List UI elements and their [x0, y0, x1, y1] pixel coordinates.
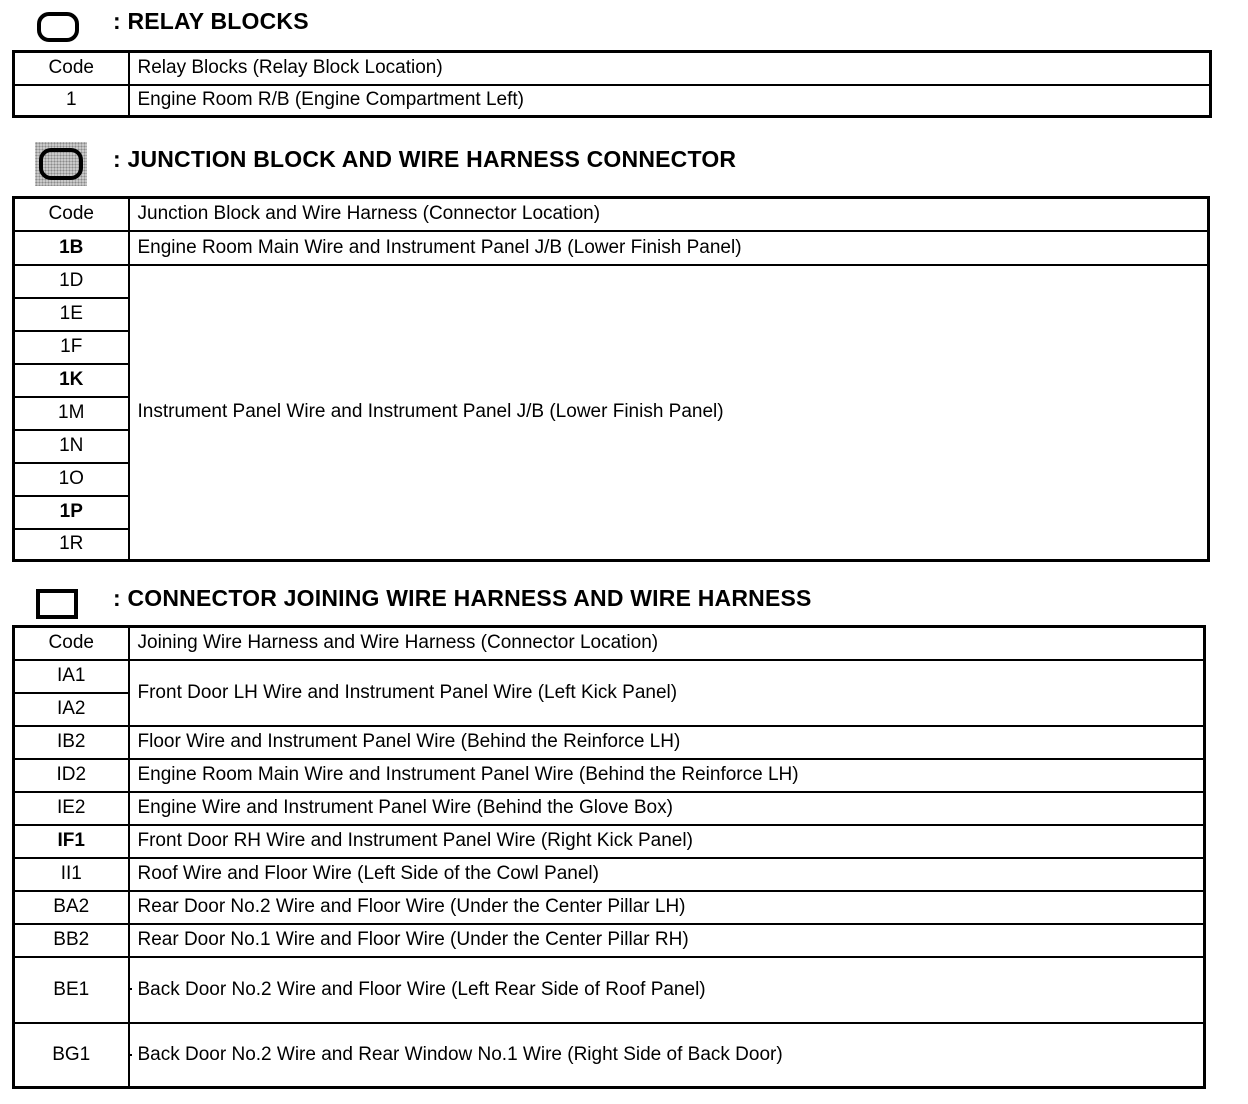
description-cell: Floor Wire and Instrument Panel Wire (Behind the Reinforce LH): [129, 726, 1205, 759]
connector-symbol-icon: [36, 589, 78, 619]
description-cell-merged: Instrument Panel Wire and Instrument Panel J/B (Lower Finish Panel): [129, 265, 1209, 561]
junction-block-symbol-icon: [39, 148, 83, 180]
description-cell: Engine Wire and Instrument Panel Wire (Behind the Glove Box): [129, 792, 1205, 825]
code-cell: 1F: [14, 331, 129, 364]
relay-blocks-title: : RELAY BLOCKS: [113, 8, 309, 34]
relay-blocks-table: [12, 50, 1212, 118]
code-cell: IB2: [14, 726, 129, 759]
table-row: [14, 85, 1211, 117]
code-cell: ID2: [14, 759, 129, 792]
description-cell: Rear Door No.2 Wire and Floor Wire (Under the Center Pillar LH): [129, 891, 1205, 924]
table-row: [14, 1023, 1205, 1088]
code-cell: 1: [14, 85, 129, 117]
table-row: [14, 231, 1209, 265]
code-cell: 1P: [14, 496, 129, 529]
description-cell-merged: Front Door LH Wire and Instrument Panel Wire (Left Kick Panel): [129, 660, 1205, 726]
code-header: Code: [14, 198, 129, 231]
code-cell: 1O: [14, 463, 129, 496]
junction-block-title: : JUNCTION BLOCK AND WIRE HARNESS CONNECTOR: [113, 146, 737, 172]
description-cell: Rear Door No.1 Wire and Floor Wire (Under the Center Pillar RH): [129, 924, 1205, 957]
description-cell: [129, 1023, 1205, 1088]
table-header-row: [14, 52, 1211, 85]
table-row: [14, 858, 1205, 891]
code-cell: BA2: [14, 891, 129, 924]
table-row: [14, 265, 1209, 298]
code-cell: BG1: [14, 1023, 129, 1088]
relay-block-symbol-icon: [37, 12, 79, 42]
code-cell: II1: [14, 858, 129, 891]
code-cell: BB2: [14, 924, 129, 957]
code-header: Code: [14, 52, 129, 85]
code-cell: 1M: [14, 397, 129, 430]
table-row: [14, 792, 1205, 825]
connector-joining-table: [12, 625, 1206, 1089]
table-row: [14, 891, 1205, 924]
table-row: [14, 957, 1205, 1023]
table-row: [14, 726, 1205, 759]
table-row: [14, 759, 1205, 792]
table-row: [14, 825, 1205, 858]
connector-joining-header: [0, 581, 1200, 615]
code-cell: IA2: [14, 693, 129, 726]
relay-blocks-header: [0, 4, 1200, 38]
code-cell: IA1: [14, 660, 129, 693]
code-cell: IF1: [14, 825, 129, 858]
connector-joining-title: : CONNECTOR JOINING WIRE HARNESS AND WIRE HARNESS: [113, 585, 812, 611]
description-text: Back Door No.2 Wire and Rear Window No.1 Wire (Right Side of Back Door): [137, 1043, 783, 1065]
junction-block-table: [12, 196, 1210, 562]
table-header-row: [14, 198, 1209, 231]
description-header: Joining Wire Harness and Wire Harness (Connector Location): [129, 627, 1205, 660]
description-cell: Engine Room R/B (Engine Compartment Left): [129, 85, 1211, 117]
table-header-row: [14, 627, 1205, 660]
code-cell: 1B: [14, 231, 129, 265]
code-header: Code: [14, 627, 129, 660]
code-cell: 1N: [14, 430, 129, 463]
code-cell: IE2: [14, 792, 129, 825]
table-row: [14, 924, 1205, 957]
code-cell: 1K: [14, 364, 129, 397]
junction-block-header: [0, 142, 1200, 176]
code-cell: 1E: [14, 298, 129, 331]
description-cell: Front Door RH Wire and Instrument Panel Wire (Right Kick Panel): [129, 825, 1205, 858]
leader-tick: [129, 988, 132, 990]
code-cell: 1R: [14, 529, 129, 561]
description-cell: Roof Wire and Floor Wire (Left Side of the Cowl Panel): [129, 858, 1205, 891]
table-row: [14, 660, 1205, 693]
description-header: Junction Block and Wire Harness (Connector Location): [129, 198, 1209, 231]
code-cell: BE1: [14, 957, 129, 1023]
description-cell: Engine Room Main Wire and Instrument Panel J/B (Lower Finish Panel): [129, 231, 1209, 265]
description-header: Relay Blocks (Relay Block Location): [129, 52, 1211, 85]
leader-tick: [129, 1054, 132, 1056]
code-cell: 1D: [14, 265, 129, 298]
description-cell: Engine Room Main Wire and Instrument Panel Wire (Behind the Reinforce LH): [129, 759, 1205, 792]
description-cell: [129, 957, 1205, 1023]
description-text: Back Door No.2 Wire and Floor Wire (Left Rear Side of Roof Panel): [137, 978, 706, 1000]
